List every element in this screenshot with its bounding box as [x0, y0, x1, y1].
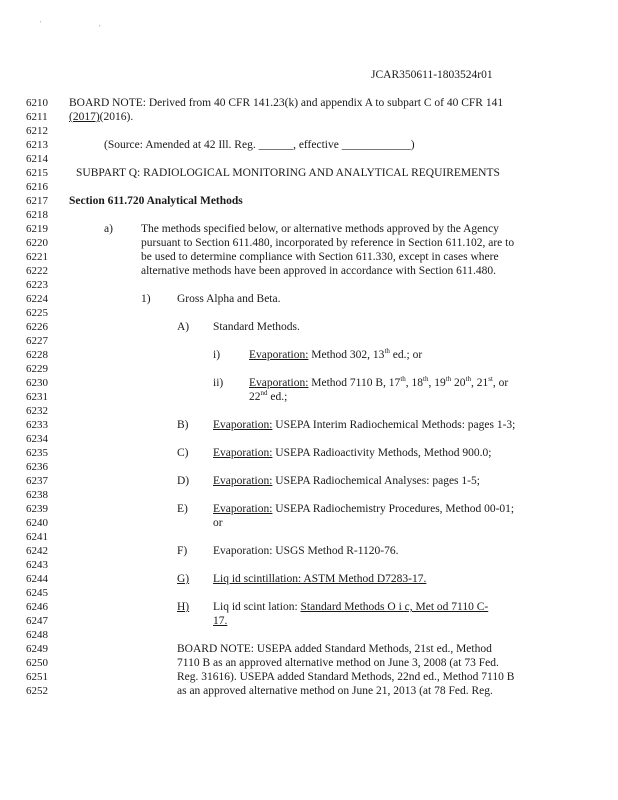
item-A-text: Standard Methods.	[213, 321, 300, 333]
item-H-text	[213, 601, 488, 614]
line-number: 6243	[26, 559, 48, 571]
item-C-underlined: Evaporation:	[213, 447, 273, 459]
item-ii-sup-5: st	[488, 375, 493, 384]
item-i-label: i)	[213, 349, 221, 361]
board-note-2-line-1: BOARD NOTE: USEPA added Standard Methods, 21st ed., Method	[177, 643, 492, 655]
item-E-line-2: or	[213, 517, 223, 529]
subpart-heading: SUBPART Q: RADIOLOGICAL MONITORING AND ANALYTICAL REQUIREMENTS	[76, 167, 500, 179]
line-number: 6232	[26, 405, 48, 417]
item-ii-sup-4: th	[465, 375, 471, 384]
item-i-method: Method 302, 13	[308, 349, 385, 361]
line-number: 6236	[26, 461, 48, 473]
item-ii-sup-2: th	[423, 375, 429, 384]
item-i-underlined: Evaporation:	[249, 349, 309, 361]
item-ii-sup-3: th	[445, 375, 452, 384]
line-number: 6233	[26, 419, 48, 431]
item-ii-part-d: 20	[451, 377, 466, 389]
line-number: 6211	[26, 111, 48, 123]
item-D-rest: USEPA Radiochemical Analyses: pages 1-5;	[272, 475, 480, 487]
line-number: 6249	[26, 643, 48, 655]
scan-marks: ' ¸	[40, 21, 129, 27]
line-number: 6227	[26, 335, 48, 347]
item-i-ed: ed.; or	[389, 349, 423, 361]
line-number: 6228	[26, 349, 48, 361]
line-number: 6252	[26, 685, 48, 697]
board-note-2-line-4: as an approved alternative method on June 21, 2013 (at 78 Fed. Reg.	[177, 685, 493, 697]
item-B-text	[213, 419, 515, 432]
line-number: 6218	[26, 209, 48, 221]
line-number: 6245	[26, 587, 48, 599]
item-E-underlined: Evaporation:	[213, 503, 273, 515]
item-ii2-sup: nd	[260, 389, 268, 398]
board-note-line-1: BOARD NOTE: Derived from 40 CFR 141.23(k) and appendix A to subpart C of 40 CFR 141	[69, 97, 504, 109]
item-B-underlined: Evaporation:	[213, 419, 273, 431]
item-A-label: A)	[177, 321, 190, 333]
item-C-label: C)	[177, 447, 189, 459]
line-number: 6237	[26, 475, 48, 487]
item-E-text	[213, 503, 514, 516]
item-C-rest: USEPA Radioactivity Methods, Method 900.0;	[272, 447, 492, 459]
line-number: 6242	[26, 545, 48, 557]
line-number: 6224	[26, 293, 48, 305]
item-a-line-2: pursuant to Section 611.480, incorporated by reference in Section 611.102, are to	[141, 237, 515, 249]
board-note-year-old: (2016).	[99, 111, 134, 123]
line-number: 6226	[26, 321, 48, 333]
board-note-line-2	[69, 111, 133, 124]
line-number: 6216	[26, 181, 48, 193]
item-ii-sup-1: th	[400, 375, 406, 384]
line-number: 6240	[26, 517, 48, 529]
item-ii-line-1	[249, 377, 508, 390]
line-number: 6248	[26, 629, 48, 641]
item-H-underlined: Standard Methods O i c, Met od 7110 C-	[300, 601, 489, 613]
line-number: 6241	[26, 531, 48, 543]
item-ii-part-f: , or	[492, 377, 509, 389]
item-ii-part-e: , 21	[471, 377, 489, 389]
item-ii-part-a: Method 7110 B, 17	[308, 377, 401, 389]
item-G-label: G)	[177, 573, 190, 585]
line-number: 6244	[26, 573, 48, 585]
item-E-rest: USEPA Radiochemistry Procedures, Method 00-01;	[272, 503, 515, 515]
item-ii-label: ii)	[213, 377, 224, 389]
line-number: 6221	[26, 251, 48, 263]
item-G-text: Liq id scintillation: ASTM Method D7283-17.	[213, 573, 427, 585]
line-number: 6222	[26, 265, 48, 277]
line-number: 6231	[26, 391, 48, 403]
board-note-year-new: (2017)	[69, 111, 100, 123]
item-1-text: Gross Alpha and Beta.	[177, 293, 281, 305]
item-1-label: 1)	[141, 293, 151, 305]
line-number: 6235	[26, 447, 48, 459]
line-number: 6223	[26, 279, 48, 291]
line-number: 6238	[26, 489, 48, 501]
item-F-label: F)	[177, 545, 188, 557]
item-B-rest: USEPA Interim Radiochemical Methods: pages 1-3;	[272, 419, 516, 431]
item-i-sup: th	[384, 347, 390, 356]
document-id: JCAR350611-1803524r01	[371, 69, 493, 81]
item-D-underlined: Evaporation:	[213, 475, 273, 487]
board-note-2-line-2: 7110 B as an approved alternative method on June 3, 2008 (at 73 Fed.	[177, 657, 499, 669]
item-ii2-ed: ed.;	[267, 391, 288, 403]
item-H-plain: Liq id scint lation:	[213, 601, 301, 613]
line-number: 6250	[26, 657, 48, 669]
line-number: 6234	[26, 433, 48, 445]
item-ii-underlined: Evaporation:	[249, 377, 309, 389]
item-H-line-2: 17.	[213, 615, 228, 627]
item-D-text	[213, 475, 480, 488]
item-B-label: B)	[177, 419, 189, 431]
item-E-label: E)	[177, 503, 188, 515]
item-C-text	[213, 447, 491, 460]
line-number: 6217	[26, 195, 48, 207]
line-number: 6215	[26, 167, 48, 179]
item-ii-line-2	[249, 391, 287, 404]
item-a-line-3: be used to determine compliance with Section 611.330, except in cases where	[141, 251, 499, 263]
line-number: 6247	[26, 615, 48, 627]
item-H-label: H)	[177, 601, 190, 613]
line-number: 6213	[26, 139, 48, 151]
item-ii-part-b: , 18	[405, 377, 424, 389]
item-a-line-4: alternative methods have been approved in accordance with Section 611.480.	[141, 265, 496, 277]
item-ii-part-c: , 19	[428, 377, 446, 389]
item-D-label: D)	[177, 475, 190, 487]
line-number: 6225	[26, 307, 48, 319]
source-note: (Source: Amended at 42 Ill. Reg. ______, effective ____________)	[104, 139, 415, 151]
line-number: 6210	[26, 97, 48, 109]
line-number: 6220	[26, 237, 48, 249]
board-note-2-line-3: Reg. 31616). USEPA added Standard Methods, 22nd ed., Method 7110 B	[177, 671, 515, 683]
line-number: 6214	[26, 153, 48, 165]
line-number: 6212	[26, 125, 48, 137]
section-heading: Section 611.720 Analytical Methods	[69, 195, 243, 207]
line-number: 6246	[26, 601, 48, 613]
line-number: 6229	[26, 363, 48, 375]
item-i-text	[249, 349, 422, 362]
line-number: 6230	[26, 377, 48, 389]
item-F-text: Evaporation: USGS Method R-1120-76.	[213, 545, 399, 557]
item-a-line-1: The methods specified below, or alternative methods approved by the Agency	[141, 223, 499, 235]
item-a-label: a)	[104, 223, 113, 235]
line-number: 6219	[26, 223, 48, 235]
item-ii2-num: 22	[249, 391, 261, 403]
line-number: 6239	[26, 503, 48, 515]
line-number: 6251	[26, 671, 48, 683]
